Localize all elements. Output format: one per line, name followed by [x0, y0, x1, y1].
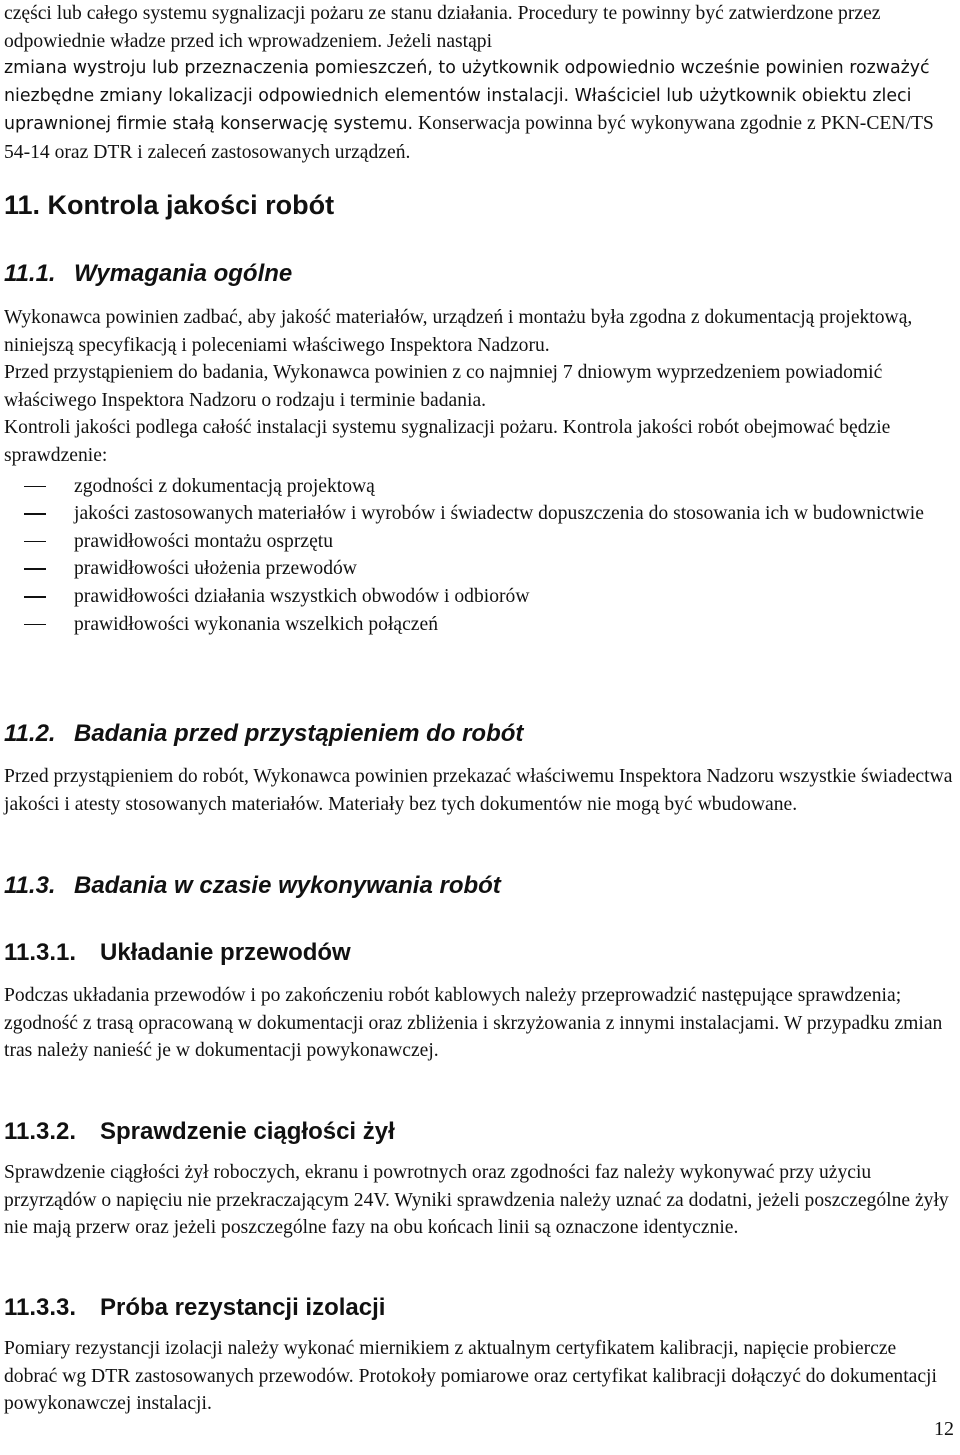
intro-serif-text: części lub całego systemu sygnalizacji pożaru ze stanu działania. Procedury te powinny być zatwierdzone przez odpowiednie władze przed ich wprowadzeniem. Jeżeli nastąpi: [4, 3, 881, 52]
paragraph: Wykonawca powinien zadbać, aby jakość materiałów, urządzeń i montażu była zgodna z dokumentacją projektową, niniejszą specyfikacją i poleceniami właściwego Inspektora Nadzoru.: [4, 307, 913, 356]
paragraph: Pomiary rezystancji izolacji należy wykonać miernikiem z aktualnym certyfikatem kalibracji, napięcie probiercze dobrać wg DTR zastosowanych przewodów. Protokoły pomiarowe oraz certyfikat kalibracji dołączyć do dokumentacji powykonawczej instalacji.: [4, 1338, 937, 1415]
section-number: 11.2.: [4, 720, 56, 747]
section-11-3-2-body: [4, 1159, 954, 1242]
list-item-text: prawidłowości wykonania wszelkich połączeń: [74, 613, 438, 635]
paragraph: Podczas układania przewodów i po zakończeniu robót kablowych należy przeprowadzić następujące sprawdzenia; zgodność z trasą opracowaną w dokumentacji oraz zbliżenia i skrzyżowania z innymi instalacjami. W przypadku zmian tras należy nanieść je w dokumentacji powykonawczej.: [4, 985, 943, 1062]
paragraph: Sprawdzenie ciągłości żył roboczych, ekranu i powrotnych oraz zgodności faz należy wykonywać przy użyciu przyrządów o napięciu nie przekraczającym 24V. Wyniki sprawdzenia należy uznać za dodatni, jeżeli poszczególne żyły nie mają przerw oraz jeżeli poszczególne fazy na obu końcach linii są oznaczone identycznie.: [4, 1162, 949, 1239]
intro-serif-tail: Konserwacja powinna być wykonywana zgodnie z PKN-CEN/TS 54-14 oraz DTR i zaleceń zastosowanych urządzeń.: [4, 113, 934, 163]
paragraph: Kontroli jakości podlega całość instalacji systemu sygnalizacji pożaru. Kontrola jakości robót obejmować będzie sprawdzenie:: [4, 417, 891, 466]
section-title: Badania przed przystąpieniem do robót: [74, 720, 524, 747]
list-item: [4, 555, 954, 583]
section-title: Wymagania ogólne: [74, 260, 293, 287]
section-11-3-1-heading: [4, 937, 954, 969]
intro-paragraph: [4, 0, 954, 168]
section-number: 11.3.2.: [4, 1118, 77, 1145]
list-item: [4, 500, 954, 528]
section-number: 11.3.: [4, 872, 56, 899]
section-number: 11.1.: [4, 260, 56, 287]
list-item-text: prawidłowości ułożenia przewodów: [74, 558, 357, 580]
dash-bullet: [24, 513, 46, 515]
section-11-1-heading: [4, 258, 954, 290]
list-item: [4, 583, 954, 611]
list-item-text: zgodności z dokumentacją projektową: [74, 475, 375, 497]
section-title: Sprawdzenie ciągłości żył: [100, 1118, 395, 1145]
section-11-3-1-body: [4, 982, 954, 1065]
section-11-3-3-heading: [4, 1292, 954, 1324]
list-item: [4, 473, 954, 501]
section-11-3-heading: [4, 870, 954, 902]
dash-bullet: [24, 624, 46, 626]
page-number: 12: [934, 1418, 954, 1440]
section-number: 11.3.3.: [4, 1294, 77, 1321]
list-item-text: prawidłowości działania wszystkich obwodów i odbiorów: [74, 585, 530, 607]
intro-sans-text: [4, 55, 954, 167]
section-11-2-body: [4, 763, 954, 818]
section-11-1-body: [4, 304, 954, 638]
list-item-text: jakości zastosowanych materiałów i wyrobów i świadectw dopuszczenia do stosowania ich w budownictwie: [74, 503, 924, 525]
paragraph: Przed przystąpieniem do badania, Wykonawca powinien z co najmniej 7 dniowym wyprzedzeniem powiadomić właściwego Inspektora Nadzoru o rodzaju i terminie badania.: [4, 362, 883, 411]
list-item-text: prawidłowości montażu osprzętu: [74, 530, 334, 552]
intro-sans-part: zmiana wystroju lub przeznaczenia pomieszczeń, to użytkownik odpowiednio wcześnie powinien rozważyć niezbędne zmiany lokalizacji odpowiednich elementów instalacji. Właściciel lub użytkownik obiektu zleci uprawnionej firmie stałą konserwację systemu.: [4, 58, 930, 135]
section-11-2-heading: [4, 718, 954, 750]
checks-list: [4, 473, 954, 639]
section-11-heading: 11. Kontrola jakości robót: [4, 190, 335, 220]
list-item: [4, 611, 954, 639]
dash-bullet: [24, 541, 46, 543]
dash-bullet: [24, 568, 46, 570]
dash-bullet: [24, 596, 46, 598]
paragraph: Przed przystąpieniem do robót, Wykonawca powinien przekazać właściwemu Inspektora Nadzoru wszystkie świadectwa jakości i atesty stosowanych materiałów. Materiały bez tych dokumentów nie mogą być wbudowane.: [4, 766, 953, 815]
list-item: [4, 528, 954, 556]
section-number: 11.3.1.: [4, 939, 77, 966]
section-11-3-3-body: [4, 1335, 954, 1418]
section-title: Układanie przewodów: [100, 939, 351, 966]
section-title: Próba rezystancji izolacji: [100, 1294, 386, 1321]
section-11-3-2-heading: [4, 1116, 954, 1148]
dash-bullet: [24, 486, 46, 488]
section-title: Badania w czasie wykonywania robót: [74, 872, 501, 899]
